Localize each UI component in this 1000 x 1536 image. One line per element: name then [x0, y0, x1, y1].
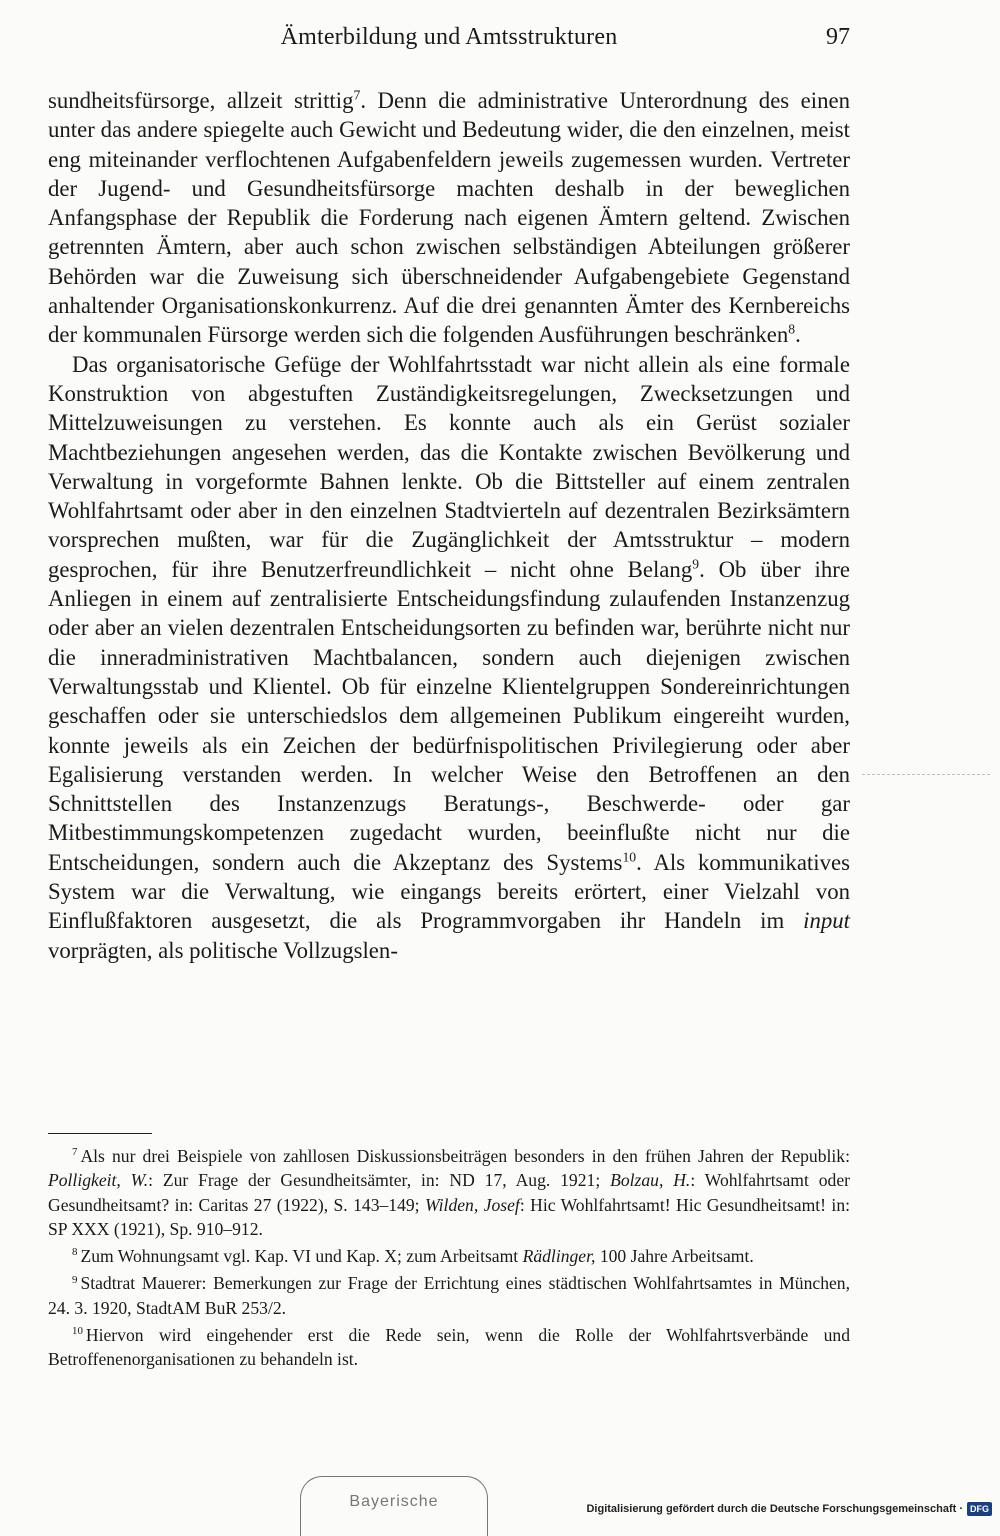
paragraph-1: sundheitsfürsorge, allzeit strittig$^7$. Denn die administrative Unterordnung des einen unter das andere spiegelte auch Gewicht und Bedeutung wider, die den einzelnen, meist eng miteinander verflochtenen Aufgabenfeldern jeweils zugemessen wurden. Vertreter der Jugend- und Gesundheitsfürsorge machten deshalb in der beweglichen Anfangsphase der Republik die Forderung nach eigenen Ämtern geltend. Zwischen getrennten Ämtern, aber auch schon zwischen selbständigen Abteilungen größerer Behörden war die Zuweisung sich überschneidender Aufgabengebiete Gegenstand anhaltender Organisationskonkurrenz. Auf die drei genannten Ämter des Kernbereichs der kommunalen Fürsorge werden sich die folgenden Ausführungen beschränken$^8$. [48, 87, 850, 348]
dfg-logo-icon: DFG [967, 1502, 992, 1516]
digitization-text: Digitalisierung gefördert durch die Deutsche Forschungsgemeinschaft · [586, 1503, 963, 1515]
footnote-9: $^9$ Stadtrat Mauerer: Bemerkungen zur Frage der Errichtung eines städtischen Wohlfahrtsamtes in München, 24. 3. 1920, StadtAM BuR 253/2. [48, 1273, 850, 1318]
page-number: 97 [826, 24, 850, 50]
page-header [48, 24, 850, 60]
footnote-8: $^8$ Zum Wohnungsamt vgl. Kap. VI und Kap. X; zum Arbeitsamt Rädlinger, 100 Jahre Arbeitsamt. [72, 1246, 754, 1267]
footnote-ref-10: 10 [622, 849, 637, 865]
running-title: Ämterbildung und Amtsstrukturen [280, 24, 618, 50]
body-text [48, 86, 850, 965]
footnote-ref-8: 8 [788, 321, 796, 337]
footnote-10: $^{10}$ Hiervon wird eingehender erst die Rede sein, wenn die Rolle der Wohlfahrtsverbände und Betroffenenorganisationen zu behandeln ist. [48, 1325, 850, 1370]
footnote-rule [48, 1133, 152, 1134]
paragraph-2: Das organisatorische Gefüge der Wohlfahrtsstadt war nicht allein als eine formale Konstruktion von abgestuften Zuständigkeitsregelungen, Zwecksetzungen und Mittelzuweisungen zu verstehen. Es konnte auch als ein Gerüst sozialer Machtbeziehungen angesehen werden, das die Kontakte zwischen Bevölkerung und Verwaltung in vorgeformte Bahnen lenkte. Ob die Bittsteller auf einem zentralen Wohlfahrtsamt oder aber in den einzelnen Stadtvierteln auf dezentralen Bezirksämtern vorsprechen mußten, war für die Zugänglichkeit der Amtsstruktur – modern gesprochen, für ihre Benutzerfreundlichkeit – nicht ohne Belang$^9$. Ob über ihre Anliegen in einem auf zentralisierte Entscheidungsfindung zulaufenden Instanzenzug oder aber an vielen dezentralen Entscheidungsorten zu befinden war, berührte nicht nur die inneradministrativen Machtbalancen, sondern auch diejenigen zwischen Verwaltungsstab und Klientel. Ob für einzelne Klientelgruppen Sondereinrichtungen geschaffen oder sie unterschiedslos dem allgemeinen Publikum eingereiht wurden, konnte jeweils als ein Zeichen der bedürfnispolitischen Privilegierung oder aber Egalisierung verstanden werden. In welcher Weise den Betroffenen an den Schnittstellen des Instanzenzugs Beratungs-, Beschwerde- oder gar Mitbestimmungskompetenzen zugedacht wurden, beeinflußte nicht nur die Entscheidungen, sondern auch die Akzeptanz des Systems$^{10}$. Als kommunikatives System war die Verwaltung, wie eingangs bereits erörtert, einer Vielzahl von Einflußfaktoren ausgesetzt, die als Programmvorgaben ihr Handeln im input vorprägten, als politische Vollzugslen- [48, 351, 851, 963]
scan-margin-mark [862, 774, 990, 775]
digitization-notice [586, 1500, 992, 1518]
footnote-ref-7: 7 [353, 87, 361, 103]
footnotes [48, 1144, 850, 1375]
library-stamp: Bayerische [300, 1476, 488, 1536]
footnote-ref-9: 9 [692, 556, 700, 572]
footnote-7: $^7$ Als nur drei Beispiele von zahllosen Diskussionsbeiträgen besonders in den frühen Jahren der Republik: Polligkeit, W.: Zur Frage der Gesundheitsämter, in: ND 17, Aug. 1921; Bolzau, H.: Wohlfahrtsamt oder Gesundheitsamt? in: Caritas 27 (1922), S. 143–149; Wilden, Josef: Hic Wohlfahrtsamt! Hic Gesundheitsamt! in: SP XXX (1921), Sp. 910–912. [48, 1146, 851, 1239]
